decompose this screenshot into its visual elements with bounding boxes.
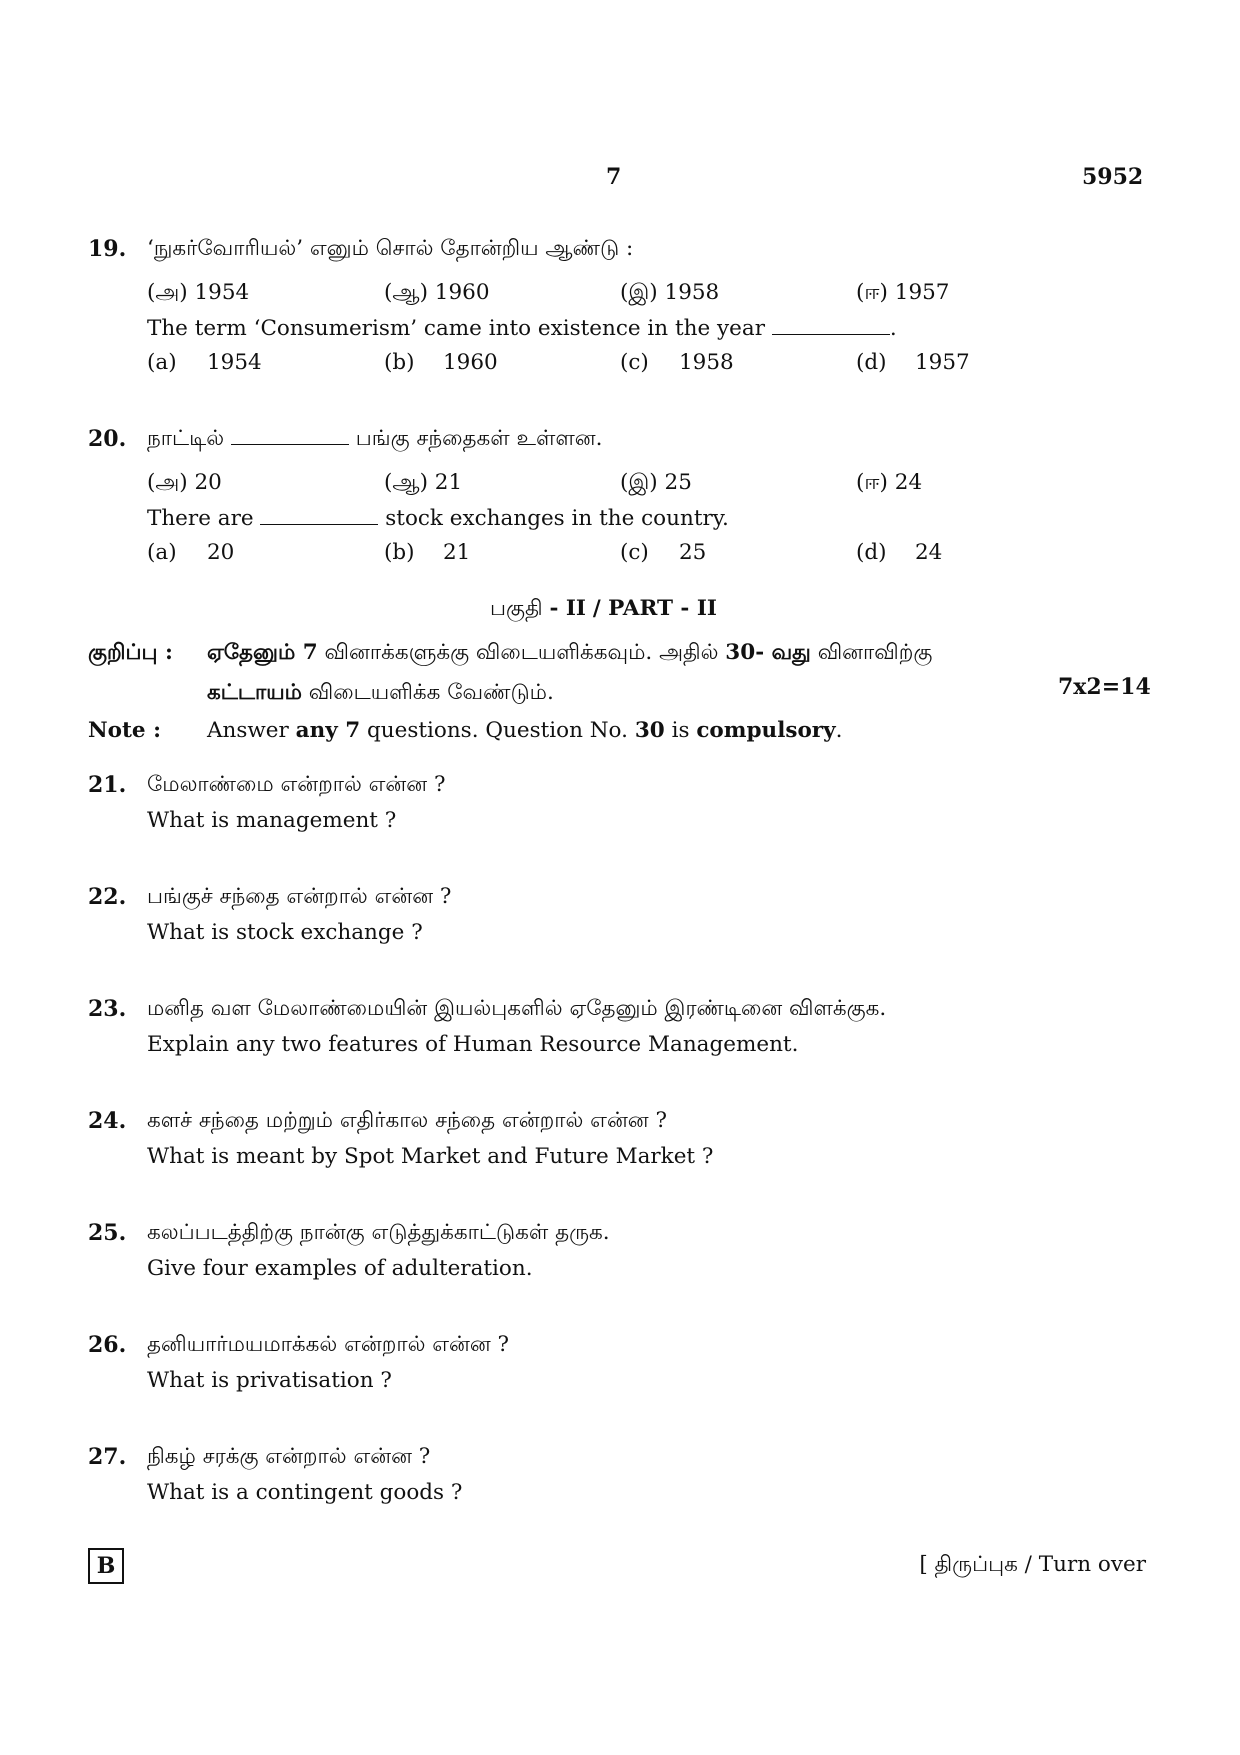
option-a-value: 1954 — [207, 350, 262, 375]
turn-over-note: [ திருப்புக / Turn over — [919, 1552, 1146, 1577]
question-number: 21. — [88, 772, 127, 798]
question-tamil-text: நிகழ் சரக்கு என்றால் என்ன ? — [147, 1444, 431, 1469]
english-text-end: stock exchanges in the country. — [385, 506, 729, 531]
note-text: . — [835, 718, 843, 743]
question-english-text: Explain any two features of Human Resource Management. — [147, 1032, 799, 1057]
option-b-label: (b) — [384, 350, 415, 375]
question-tamil-text: தனியார்மயமாக்கல் என்றால் என்ன ? — [147, 1332, 510, 1357]
note-question-thirty-en: 30 — [634, 718, 665, 743]
note-english-text — [207, 718, 842, 743]
english-text-start: The term ‘Consumerism’ came into existence in the year — [147, 316, 765, 341]
question-english-text: What is stock exchange ? — [147, 920, 423, 945]
question-tamil-text: மேலாண்மை என்றால் என்ன ? — [147, 772, 446, 797]
option-a-label: (a) — [147, 350, 177, 375]
answer-blank — [260, 510, 378, 525]
note-text: is — [671, 718, 690, 743]
tamil-text-end: பங்கு சந்தைகள் உள்ளன. — [355, 426, 603, 451]
part-heading-english: / PART - II — [592, 596, 717, 621]
version-box: B — [88, 1548, 124, 1584]
english-text-end: . — [889, 316, 897, 341]
tamil-option-d: (ஈ) 1957 — [856, 280, 950, 305]
tamil-option-b: (ஆ) 21 — [384, 470, 463, 495]
english-text-start: There are — [147, 506, 254, 531]
question-tamil-text: மனித வள மேலாண்மையின் இயல்புகளில் ஏதேனும் இரண்டினை விளக்குக. — [147, 996, 887, 1021]
answer-blank — [772, 320, 890, 335]
option-a-value: 20 — [207, 540, 235, 565]
note-question-thirty: 30- வது — [725, 640, 811, 665]
option-b-value: 21 — [443, 540, 471, 565]
option-c-value: 1958 — [679, 350, 734, 375]
option-d-value: 24 — [915, 540, 943, 565]
note-any-seven: ஏதேனும் 7 — [207, 640, 318, 665]
question-number: 23. — [88, 996, 127, 1022]
tamil-option-a: (அ) 20 — [147, 470, 222, 495]
paper-code: 5952 — [1082, 164, 1144, 190]
question-tamil-text: ‘நுகர்வோரியல்’ எனும் சொல் தோன்றிய ஆண்டு : — [147, 236, 634, 261]
question-number: 27. — [88, 1444, 127, 1470]
marks-total: 7x2=14 — [1058, 674, 1151, 700]
note-tamil-text: வினாவிற்கு — [817, 640, 933, 665]
question-tamil-text — [147, 426, 602, 453]
note-tamil-text: விடையளிக்க வேண்டும். — [308, 680, 554, 705]
part-heading — [490, 596, 717, 623]
note-tamil-line-1 — [207, 640, 932, 667]
option-c-label: (c) — [620, 540, 649, 565]
note-text: Answer — [207, 718, 289, 743]
note-tamil-line-2 — [207, 680, 554, 707]
note-label-english: Note : — [88, 718, 162, 743]
question-english-text: What is a contingent goods ? — [147, 1480, 463, 1505]
tamil-option-c: (இ) 1958 — [620, 280, 720, 305]
question-number: 20. — [88, 426, 127, 452]
tamil-option-d: (ஈ) 24 — [856, 470, 923, 495]
question-number: 24. — [88, 1108, 127, 1134]
question-english-text: What is meant by Spot Market and Future Market ? — [147, 1144, 714, 1169]
answer-blank — [231, 430, 349, 445]
page-number: 7 — [606, 164, 622, 190]
option-d-label: (d) — [856, 350, 887, 375]
question-english-text: Give four examples of adulteration. — [147, 1256, 533, 1281]
question-tamil-text: கலப்படத்திற்கு நான்கு எடுத்துக்காட்டுகள் தருக. — [147, 1220, 610, 1245]
question-english-text — [147, 506, 729, 531]
note-compulsory-tamil: கட்டாயம் — [207, 680, 302, 705]
option-d-value: 1957 — [915, 350, 970, 375]
note-any-seven-en: any 7 — [295, 718, 361, 743]
tamil-option-c: (இ) 25 — [620, 470, 692, 495]
question-number: 19. — [88, 236, 127, 262]
option-c-value: 25 — [679, 540, 707, 565]
question-english-text — [147, 316, 897, 341]
part-heading-tamil: பகுதி — [490, 596, 543, 621]
tamil-option-b: (ஆ) 1960 — [384, 280, 490, 305]
question-number: 22. — [88, 884, 127, 910]
option-b-value: 1960 — [443, 350, 498, 375]
tamil-text-start: நாட்டில் — [147, 426, 225, 451]
question-english-text: What is management ? — [147, 808, 397, 833]
note-label-tamil: குறிப்பு : — [88, 640, 173, 665]
note-text: questions. Question No. — [367, 718, 628, 743]
note-tamil-text: வினாக்களுக்கு விடையளிக்கவும். அதில் — [324, 640, 719, 665]
part-heading-numeral: - II — [549, 596, 586, 621]
option-b-label: (b) — [384, 540, 415, 565]
note-compulsory-en: compulsory — [696, 718, 836, 743]
tamil-option-a: (அ) 1954 — [147, 280, 250, 305]
option-c-label: (c) — [620, 350, 649, 375]
question-english-text: What is privatisation ? — [147, 1368, 392, 1393]
question-tamil-text: பங்குச் சந்தை என்றால் என்ன ? — [147, 884, 452, 909]
question-tamil-text: களச் சந்தை மற்றும் எதிர்கால சந்தை என்றால் என்ன ? — [147, 1108, 667, 1133]
option-a-label: (a) — [147, 540, 177, 565]
question-number: 26. — [88, 1332, 127, 1358]
option-d-label: (d) — [856, 540, 887, 565]
question-number: 25. — [88, 1220, 127, 1246]
